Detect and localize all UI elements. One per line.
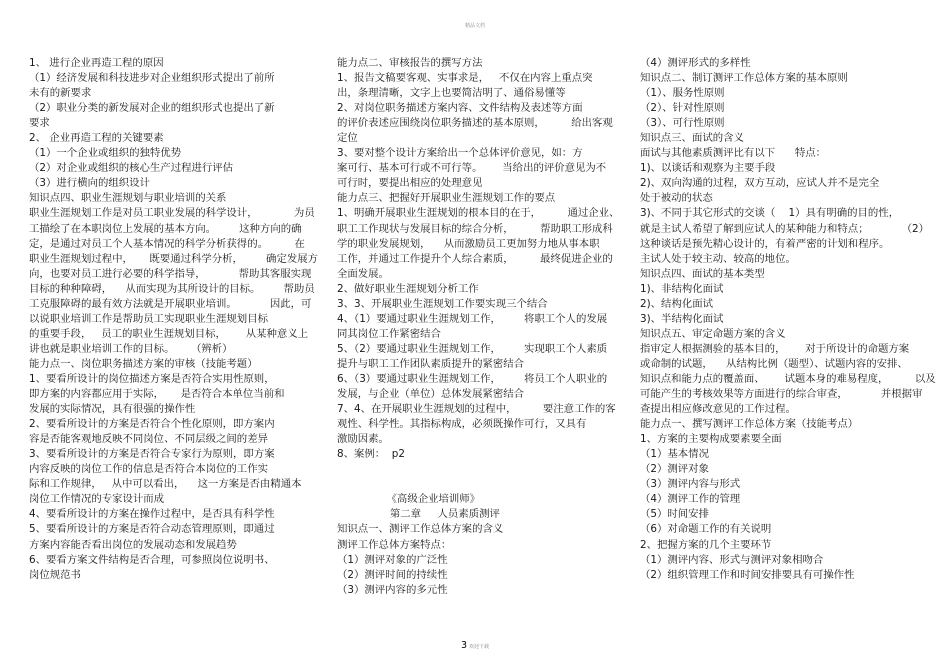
text-line: 目标的种种障碍， 从而实现为其所设计的目标。 帮助员 — [29, 282, 315, 295]
text-line: 8、案例： p2 — [337, 448, 405, 461]
text-line: 知识点五、审定命题方案的含义 — [640, 327, 786, 340]
text-line: 能力点一、撰写测评工作总体方案（技能考点） — [640, 418, 859, 431]
text-line: 定，是通过对员工个人基本情况的科学分析获得的。 在 — [29, 237, 305, 250]
text-line: 岗位规范书 — [29, 568, 81, 581]
text-line: （5）时间安排 — [640, 508, 709, 521]
text-line: 测评工作总体方案特点： — [337, 538, 452, 551]
text-line: 可能产生的考核效果等方面进行的综合审查， 并根据审 — [640, 388, 923, 401]
footer-tag: 欢迎下载 — [469, 644, 490, 650]
text-line: 就是主试人希望了解到应试人的某种能力和特点； （2） — [640, 222, 930, 235]
text-line: 7、4、在开展职业生涯规划的过程中， 要注意工作的客 — [337, 403, 616, 416]
text-line: 主试人处于较主动、较高的地位。 — [640, 252, 796, 265]
text-line: 1)、以谈话和观察为主要手段 — [640, 162, 776, 175]
text-line: （2）、针对性原则 — [640, 102, 725, 115]
text-line: 工描绘了在本职岗位上发展的基本方向。 这种方向的确 — [29, 222, 302, 235]
text-line: 知识点和能力点的覆盖面、 试题本身的难易程度， 以及 — [640, 372, 936, 385]
text-line: 知识点二、制订测评工作总体方案的基本原则 — [640, 72, 848, 85]
text-line: （4）测评形式的多样性 — [640, 57, 751, 69]
text-line: 以说职业培训工作是帮助员工实现职业生涯规划目标 — [29, 312, 268, 325]
text-line: （2）对企业或组织的核心生产过程进行评估 — [29, 162, 234, 175]
text-line: 提升与职工工作团队素质提升的紧密结合 — [337, 357, 525, 370]
text-line: 或命制的试题， 从结构比例（题型）、试题内容的安排、 — [640, 357, 908, 370]
text-line: 的重要手段， 员工的职业生涯规划目标， 从某种意义上 — [29, 327, 309, 340]
text-line: （1）经济发展和科技进步对企业组织形式提出了前所 — [29, 72, 275, 85]
text-line — [337, 477, 627, 492]
text-line: 处于被动的状态 — [640, 192, 713, 205]
text-line: 这种谈话是预先精心设计的，有着严密的计划和程序。 — [640, 237, 890, 250]
text-line: （1）、服务性原则 — [640, 87, 725, 100]
text-line: 3)、不同于其它形式的交谈（ 1）具有明确的目的性， — [640, 207, 900, 220]
text-line: 工克服障碍的最有效方法就是开展职业培训。 因此，可 — [29, 297, 312, 310]
text-line: 容是否能客观地反映不同岗位、不同层级之间的差异 — [29, 433, 268, 446]
text-line: 1、方案的主要构成要素要全面 — [640, 433, 782, 446]
text-line: 1)、非结构化面试 — [640, 282, 724, 295]
text-line: 未有的新要求 — [29, 87, 92, 100]
text-line: 2、 企业再造工程的关键要素 — [29, 132, 164, 145]
text-line: 查提出相应修改意见的工作过程。 — [640, 403, 796, 416]
text-column-left — [29, 56, 319, 583]
text-line: （6）对命题工作的有关说明 — [640, 523, 772, 536]
text-line: 知识点三、面试的含义 — [640, 132, 744, 145]
text-line: （3）、可行性原则 — [640, 117, 725, 130]
text-line: 2、要看所设计的方案是否符合个性化原则，即方案内 — [29, 418, 275, 431]
text-line: （3）测评内容的多元性 — [337, 583, 448, 596]
text-line: （1）测评对象的广泛性 — [337, 553, 448, 566]
text-line — [337, 462, 627, 477]
text-line: 要求 — [29, 117, 50, 130]
text-line: 即方案的内容都应用于实际， 是否符合本单位当前和 — [29, 388, 285, 401]
text-line: 1、报告文稿要客观、实事求是， 不仅在内容上重点突 — [337, 72, 593, 85]
text-line: 全面发展。 — [337, 267, 389, 280]
text-line: 2、对岗位职务描述方案内容、文件结构及表述等方面 — [337, 102, 583, 115]
text-line: 面试与其他素质测评比有以下 特点： — [640, 147, 827, 160]
text-line: 1、要看所设计的岗位描述方案是否符合实用性原则， — [29, 372, 275, 385]
text-line: 发展，与企业（单位）总体发展紧密结合 — [337, 388, 525, 401]
text-line: （3）测评内容与形式 — [640, 478, 741, 491]
text-line: 同其岗位工作紧密结合 — [337, 327, 441, 340]
text-line: 2、做好职业生涯规划分析工作 — [337, 282, 479, 295]
text-line: 职工工作现状与发展目标的综合分析， 帮助职工形成科 — [337, 222, 613, 235]
text-line: 知识点四、职业生涯规划与职业培训的关系 — [29, 192, 227, 205]
text-line: 发展的实际情况，具有很强的操作性 — [29, 403, 196, 416]
text-line: （2）测评时间的持续性 — [337, 568, 448, 581]
text-line: 1、 进行企业再造工程的原因 — [29, 57, 164, 69]
text-line: 5、要看所设计的方案是否符合动态管理原则，即通过 — [29, 523, 275, 536]
text-line: 出，条理清晰，文字上也要简洁明了、通俗易懂等 — [337, 87, 566, 100]
page-number: 3 — [460, 640, 468, 651]
text-line: （3）进行横向的组织设计 — [29, 177, 150, 190]
text-line: 际和工作规律， 从中可以看出， 这一方案是否由精通本 — [29, 478, 302, 491]
text-line: 2)、双向沟通的过程，双方互动，应试人并不是完全 — [640, 177, 880, 190]
text-line: 定位 — [337, 132, 358, 145]
text-line: 能力点三、把握好开展职业生涯规划工作的要点 — [337, 192, 556, 205]
text-line: 6、（3）要通过职业生涯规划工作， 将员工个人职业的 — [337, 372, 608, 385]
text-line: 向，也要对员工进行必要的科学指导， 帮助其客服实现 — [29, 267, 312, 280]
text-line: （1）基本情况 — [640, 448, 709, 461]
text-line: 观性、科学性。其指标构成，必须既操作可行，又具有 — [337, 418, 587, 431]
text-line: 2、把握方案的几个主要环节 — [640, 538, 772, 551]
text-line: 能力点二、审核报告的撰写方法 — [337, 57, 483, 69]
text-line: 第二章 人员素质测评 — [337, 508, 500, 521]
text-line: 岗位工作情况的专家设计而成 — [29, 493, 165, 506]
text-line: 5、（2）要通过职业生涯规划工作， 实现职工个人素质 — [337, 342, 608, 355]
text-line: （4）测评工作的管理 — [640, 493, 741, 506]
text-line: 职业生涯规划过程中， 既要通过科学分析， 确定发展方 — [29, 252, 319, 265]
text-line: 《高级企业培训师》 — [337, 493, 481, 506]
text-line: 可行时，要提出相应的处理意见 — [337, 177, 483, 190]
text-line: 工作，并通过工作提升个人综合素质， 最终促进企业的 — [337, 252, 613, 265]
text-line: 6、要看方案文件结构是否合理，可参照岗位说明书、 — [29, 553, 275, 566]
text-line: 1、明确开展职业生涯规划的根本目的在于， 通过企业、 — [337, 207, 620, 220]
text-line: 知识点一、测评工作总体方案的含义 — [337, 523, 504, 536]
text-line: 职业生涯规划工作是对员工职业发展的科学设计， 为员 — [29, 207, 315, 220]
text-line: （2）测评对象 — [640, 463, 709, 476]
text-line: 激励因素。 — [337, 433, 389, 446]
text-line: 知识点四、面试的基本类型 — [640, 267, 765, 280]
text-column-right — [640, 56, 936, 583]
text-line: 学的职业发展规划， 从而激励员工更加努力地从事本职 — [337, 237, 600, 250]
text-line: 4、（1）要通过职业生涯规划工作， 将职工个人的发展 — [337, 312, 608, 325]
text-line: 内容反映的岗位工作的信息是否符合本岗位的工作实 — [29, 463, 268, 476]
text-line: （1）测评内容、形式与测评对象相吻合 — [640, 553, 824, 566]
text-line: 指审定人根据测验的基本目的， 对于所设计的命题方案 — [640, 342, 910, 355]
text-line: （2）职业分类的新发展对企业的组织形式也提出了新 — [29, 102, 275, 115]
text-line: 2)、结构化面试 — [640, 297, 714, 310]
text-line: 3)、半结构化面试 — [640, 312, 724, 325]
text-line: 3、要看所设计的方案是否符合专家行为原则，即方案 — [29, 448, 275, 461]
text-line: 4、要看所设计的方案在操作过程中，是否具有科学性 — [29, 508, 275, 521]
text-line: 方案内容能否看出岗位的发展动态和发展趋势 — [29, 538, 237, 551]
text-line: （1）一个企业或组织的独特优势 — [29, 147, 182, 160]
text-line: 案可行、基本可行或不可行等。 当给出的评价意见为不 — [337, 162, 607, 175]
page-footer — [0, 640, 950, 651]
header-watermark: 精品文档 — [464, 23, 485, 29]
text-line: 讲也就是职业培训工作的目标。 （辨析） — [29, 342, 233, 355]
text-line: 3、要对整个设计方案给出一个总体评价意见，如：方 — [337, 147, 583, 160]
text-column-middle — [337, 56, 627, 598]
text-line: 能力点一、岗位职务描述方案的审核（技能考题） — [29, 357, 258, 370]
text-line: （2）组织管理工作和时间安排要具有可操作性 — [640, 568, 855, 581]
text-line: 的评价表述应围绕岗位职务描述的基本原则， 给出客观 — [337, 117, 613, 130]
text-line: 3、3、开展职业生涯规划工作要实现三个结合 — [337, 297, 548, 310]
